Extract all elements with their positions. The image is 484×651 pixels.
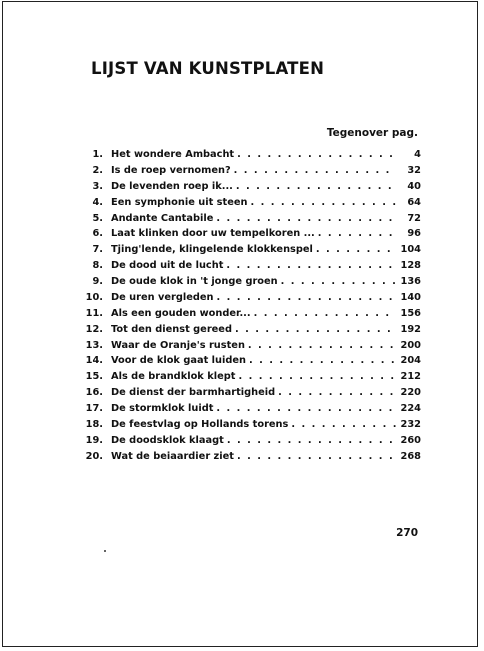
dot-leader xyxy=(250,195,396,211)
entry-page: 268 xyxy=(400,450,421,462)
list-item xyxy=(79,163,421,179)
entry-label: De levenden roep ik... xyxy=(111,180,233,192)
entry-label: Waar de Oranje's rusten xyxy=(111,339,245,351)
list-item xyxy=(79,226,421,242)
entry-label: Laat klinken door uw tempelkoren ... xyxy=(111,228,315,240)
dot-leader xyxy=(249,353,396,369)
entry-number: 6. xyxy=(92,228,103,240)
entry-page: 232 xyxy=(400,418,421,430)
entry-label: De dienst der barmhartigheid xyxy=(111,387,276,399)
entry-number: 20. xyxy=(85,450,103,462)
dot-leader xyxy=(291,417,396,433)
entry-label: Voor de klok gaat luiden xyxy=(111,355,246,367)
dot-leader xyxy=(217,290,396,306)
entry-page: 64 xyxy=(407,196,421,208)
dot-leader xyxy=(237,147,396,163)
entry-label: Een symphonie uit steen xyxy=(111,196,248,208)
entry-page: 192 xyxy=(400,323,421,335)
dot-leader xyxy=(248,338,396,354)
entry-label: De oude klok in 't jonge groen xyxy=(111,276,278,287)
entry-page: 220 xyxy=(400,387,421,399)
entry-number: 15. xyxy=(85,371,103,383)
entry-page: 140 xyxy=(400,291,421,303)
entry-page: 104 xyxy=(400,244,421,256)
list-item xyxy=(79,258,421,274)
entry-number: 7. xyxy=(92,244,103,256)
entry-page: 128 xyxy=(400,260,421,272)
list-item xyxy=(79,353,421,369)
entry-label: Is de roep vernomen? xyxy=(111,164,231,176)
list-item xyxy=(79,322,421,338)
dot-leader xyxy=(254,306,396,322)
entry-number: 14. xyxy=(85,355,103,367)
entry-page: 200 xyxy=(400,339,421,351)
dot-leader xyxy=(237,449,396,465)
entry-label: De dood uit de lucht xyxy=(111,260,224,272)
list-item xyxy=(79,179,421,195)
document-page xyxy=(2,1,478,647)
plates-list xyxy=(79,147,421,465)
entry-label: Tjing'lende, klingelende klokkenspel xyxy=(111,244,313,256)
entry-number: 18. xyxy=(85,418,103,430)
page-number: 270 xyxy=(396,527,418,539)
entry-label: Als een gouden wonder... xyxy=(111,307,251,319)
dot-leader xyxy=(318,226,396,242)
entry-number: 4. xyxy=(92,196,103,208)
dot-leader xyxy=(227,433,396,449)
dot-leader xyxy=(278,385,396,401)
entry-label: De feestvlag op Hollands torens xyxy=(111,418,289,430)
entry-label: De uren vergleden xyxy=(111,291,214,303)
entry-page: 136 xyxy=(400,276,421,287)
entry-number: 8. xyxy=(92,260,103,272)
dot-leader xyxy=(234,163,396,179)
entry-page: 204 xyxy=(400,355,421,367)
entry-label: De doodsklok klaagt xyxy=(111,434,224,446)
entry-page: 224 xyxy=(400,403,421,414)
list-item xyxy=(79,417,421,433)
list-item xyxy=(79,385,421,401)
dot-leader xyxy=(216,211,396,227)
list-item xyxy=(79,290,421,306)
list-item xyxy=(79,242,421,258)
entry-page: 72 xyxy=(407,212,421,224)
page-title: LIJST VAN KUNSTPLATEN xyxy=(91,59,325,78)
entry-label: Wat de beiaardier ziet xyxy=(111,450,234,462)
entry-number: 10. xyxy=(85,291,103,303)
entry-number: 19. xyxy=(85,434,103,446)
dot-leader xyxy=(238,369,396,385)
list-item xyxy=(79,449,421,465)
dot-leader xyxy=(235,322,396,338)
list-item xyxy=(79,306,421,322)
entry-number: 13. xyxy=(85,339,103,351)
entry-number: 12. xyxy=(85,323,103,335)
entry-label: Andante Cantabile xyxy=(111,212,214,224)
list-item xyxy=(79,338,421,354)
page-column-header: Tegenover pag. xyxy=(326,127,418,139)
dot-leader xyxy=(236,179,396,195)
ink-speck xyxy=(104,550,106,552)
entry-label: Het wondere Ambacht xyxy=(111,149,235,160)
entry-number: 17. xyxy=(85,403,103,414)
entry-page: 32 xyxy=(407,164,421,176)
entry-page: 96 xyxy=(407,228,421,240)
entry-label: Tot den dienst gereed xyxy=(111,323,232,335)
entry-page: 212 xyxy=(400,371,421,383)
list-item xyxy=(79,274,421,290)
entry-number: 16. xyxy=(85,387,103,399)
list-item xyxy=(79,433,421,449)
list-item xyxy=(79,369,421,385)
entry-number: 11. xyxy=(85,307,103,319)
dot-leader xyxy=(316,242,396,258)
dot-leader xyxy=(226,258,396,274)
entry-page: 40 xyxy=(407,180,421,192)
entry-number: 2. xyxy=(92,164,103,176)
list-item xyxy=(79,211,421,227)
entry-label: Als de brandklok klept xyxy=(111,371,236,383)
entry-number: 5. xyxy=(92,212,103,224)
list-item xyxy=(79,195,421,211)
list-item xyxy=(79,147,421,163)
entry-number: 3. xyxy=(92,180,103,192)
entry-label: De stormklok luidt xyxy=(111,403,214,414)
entry-page: 156 xyxy=(400,307,421,319)
entry-page: 4 xyxy=(414,149,421,160)
dot-leader xyxy=(281,274,396,290)
entry-page: 260 xyxy=(400,434,421,446)
entry-number: 9. xyxy=(92,276,103,287)
entry-number: 1. xyxy=(92,149,103,160)
dot-leader xyxy=(216,401,396,417)
list-item xyxy=(79,401,421,417)
